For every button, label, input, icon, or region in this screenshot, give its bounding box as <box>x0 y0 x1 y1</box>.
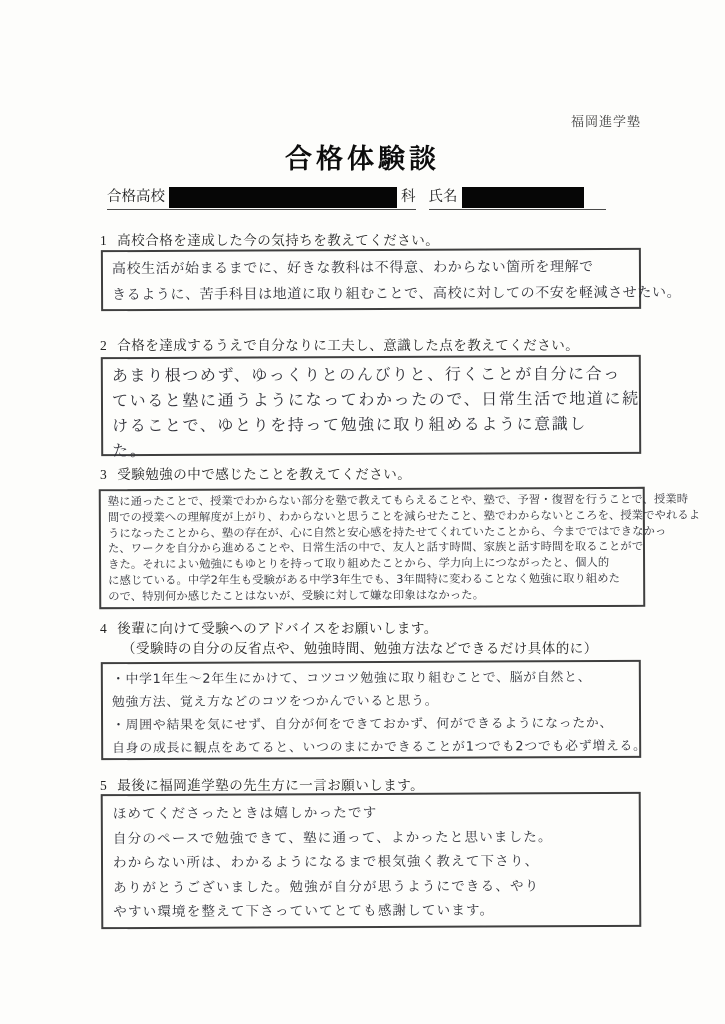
answer-line: あまり根つめず、ゆっくりとのんびりと、行くことが自分に合っ <box>111 363 621 386</box>
department-label: 科 <box>401 189 416 205</box>
question-5-text: 最後に福岡進学塾の先生方に一言お願いします。 <box>117 778 425 793</box>
question-1-text: 高校合格を達成した今の気持ちを教えてください。 <box>117 233 440 248</box>
answer-line: 勉強方法、覚え方などのコツをつかんでいると思う。 <box>111 693 439 711</box>
question-5-label <box>100 774 424 794</box>
answer-line: 高校生活が始まるまでに、好きな教科は不得意、わからない箇所を理解で <box>111 259 594 278</box>
answer-line: うになったことから、塾の存在が、心に自然と安心感を持たせてくれていたことから、今までではできなかっ <box>107 524 667 540</box>
school-label: 合格高校 <box>107 189 165 205</box>
question-1-answer-box <box>101 248 682 311</box>
question-5-answer-box <box>101 792 642 929</box>
answer-line: 塾に通ったことで、授業でわからない部分を塾で教えてもらえることや、塾で、予習・復習を行うことで、授業時 <box>107 492 689 509</box>
answer-line: た、ワークを自分から進めることや、日常生活の中で、友人と話す時間、家族と話す時間を取ることがで <box>107 540 644 556</box>
question-3-label <box>100 463 411 483</box>
answer-line: 自分のペースで勉強できて、塾に通って、よかったと思いました。 <box>112 828 553 847</box>
question-1-label <box>100 229 439 249</box>
name-label: 氏名 <box>428 189 458 205</box>
header-fields-row <box>107 186 606 210</box>
answer-line: やすい環境を整えて下さっていてとても感謝しています。 <box>113 902 495 921</box>
organization-name: 福岡進学塾 <box>570 114 641 129</box>
question-1-number: 1 <box>100 233 108 248</box>
answer-line: ていると塾に通うようになってわかったので、日常生活で地道に続 <box>111 388 640 411</box>
answer-line: きるように、苦手科目は地道に取り組むことで、高校に対しての不安を軽減させたい。 <box>112 284 682 304</box>
question-2-answer-box <box>101 355 641 461</box>
question-2-number: 2 <box>100 338 108 353</box>
question-4-text: 後輩に向けて受験へのアドバイスをお願いします。 <box>117 621 438 636</box>
name-redaction-bar <box>462 187 584 208</box>
answer-line: 間での授業への理解度が上がり、わからないと思うことを減らせたこと、塾でわからないところを、授業でやれるよ <box>107 508 701 524</box>
name-field <box>429 186 606 210</box>
answer-line: ので、特別何か感じたことはないが、受験に対して嫌な印象はなかった。 <box>108 588 485 603</box>
answer-line: ・周囲や結果を気にせず、自分が何をできておかず、何ができるようになったか、 <box>112 715 614 734</box>
question-3-answer-box <box>99 487 701 609</box>
answer-line: 自身の成長に観点をあてると、いつのまにかできることが1つでも2つでも必ず増える。 <box>112 738 647 757</box>
page-title: 合格体験談 <box>285 144 440 174</box>
question-4-label <box>100 617 438 637</box>
question-2-text: 合格を達成するうえで自分なりに工夫し、意識した点を教えてください。 <box>117 338 580 353</box>
question-3-text: 受験勉強の中で感じたことを教えてください。 <box>117 467 412 482</box>
answer-line: わからない所は、わかるようになるまで根気強く教えて下さり、 <box>112 853 540 872</box>
answer-line: けることで、ゆとりを持って勉強に取り組めるように意識し <box>112 414 588 436</box>
answer-line: に感じている。中学2年生も受験がある中学3年生でも、3年間特に変わることなく勉強に取り組めた <box>108 571 621 588</box>
answer-line: た。 <box>112 440 148 461</box>
answer-line: ・中学1年生〜2年生にかけて、コツコツ勉強に取り組むことで、脳が自然と、 <box>111 670 592 688</box>
question-4-answer-box <box>101 660 647 760</box>
question-2-label <box>100 334 579 354</box>
answer-line: ありがとうございました。勉強が自分が思うようにできる、やり <box>113 877 540 896</box>
question-4-number: 4 <box>100 621 108 636</box>
school-field <box>107 186 416 210</box>
question-5-number: 5 <box>100 778 108 793</box>
answer-line: ほめてくださったときは嬉しかったです <box>112 804 378 823</box>
answer-line: きた。それによい勉強にもゆとりを持って取り組めたことから、学力向上につながったと、個人的 <box>108 556 610 572</box>
school-redaction-bar <box>169 187 397 208</box>
question-3-number: 3 <box>100 467 108 482</box>
question-4-sublabel: （受験時の自分の反省点や、勉強時間、勉強方法などできるだけ具体的に） <box>122 641 598 656</box>
